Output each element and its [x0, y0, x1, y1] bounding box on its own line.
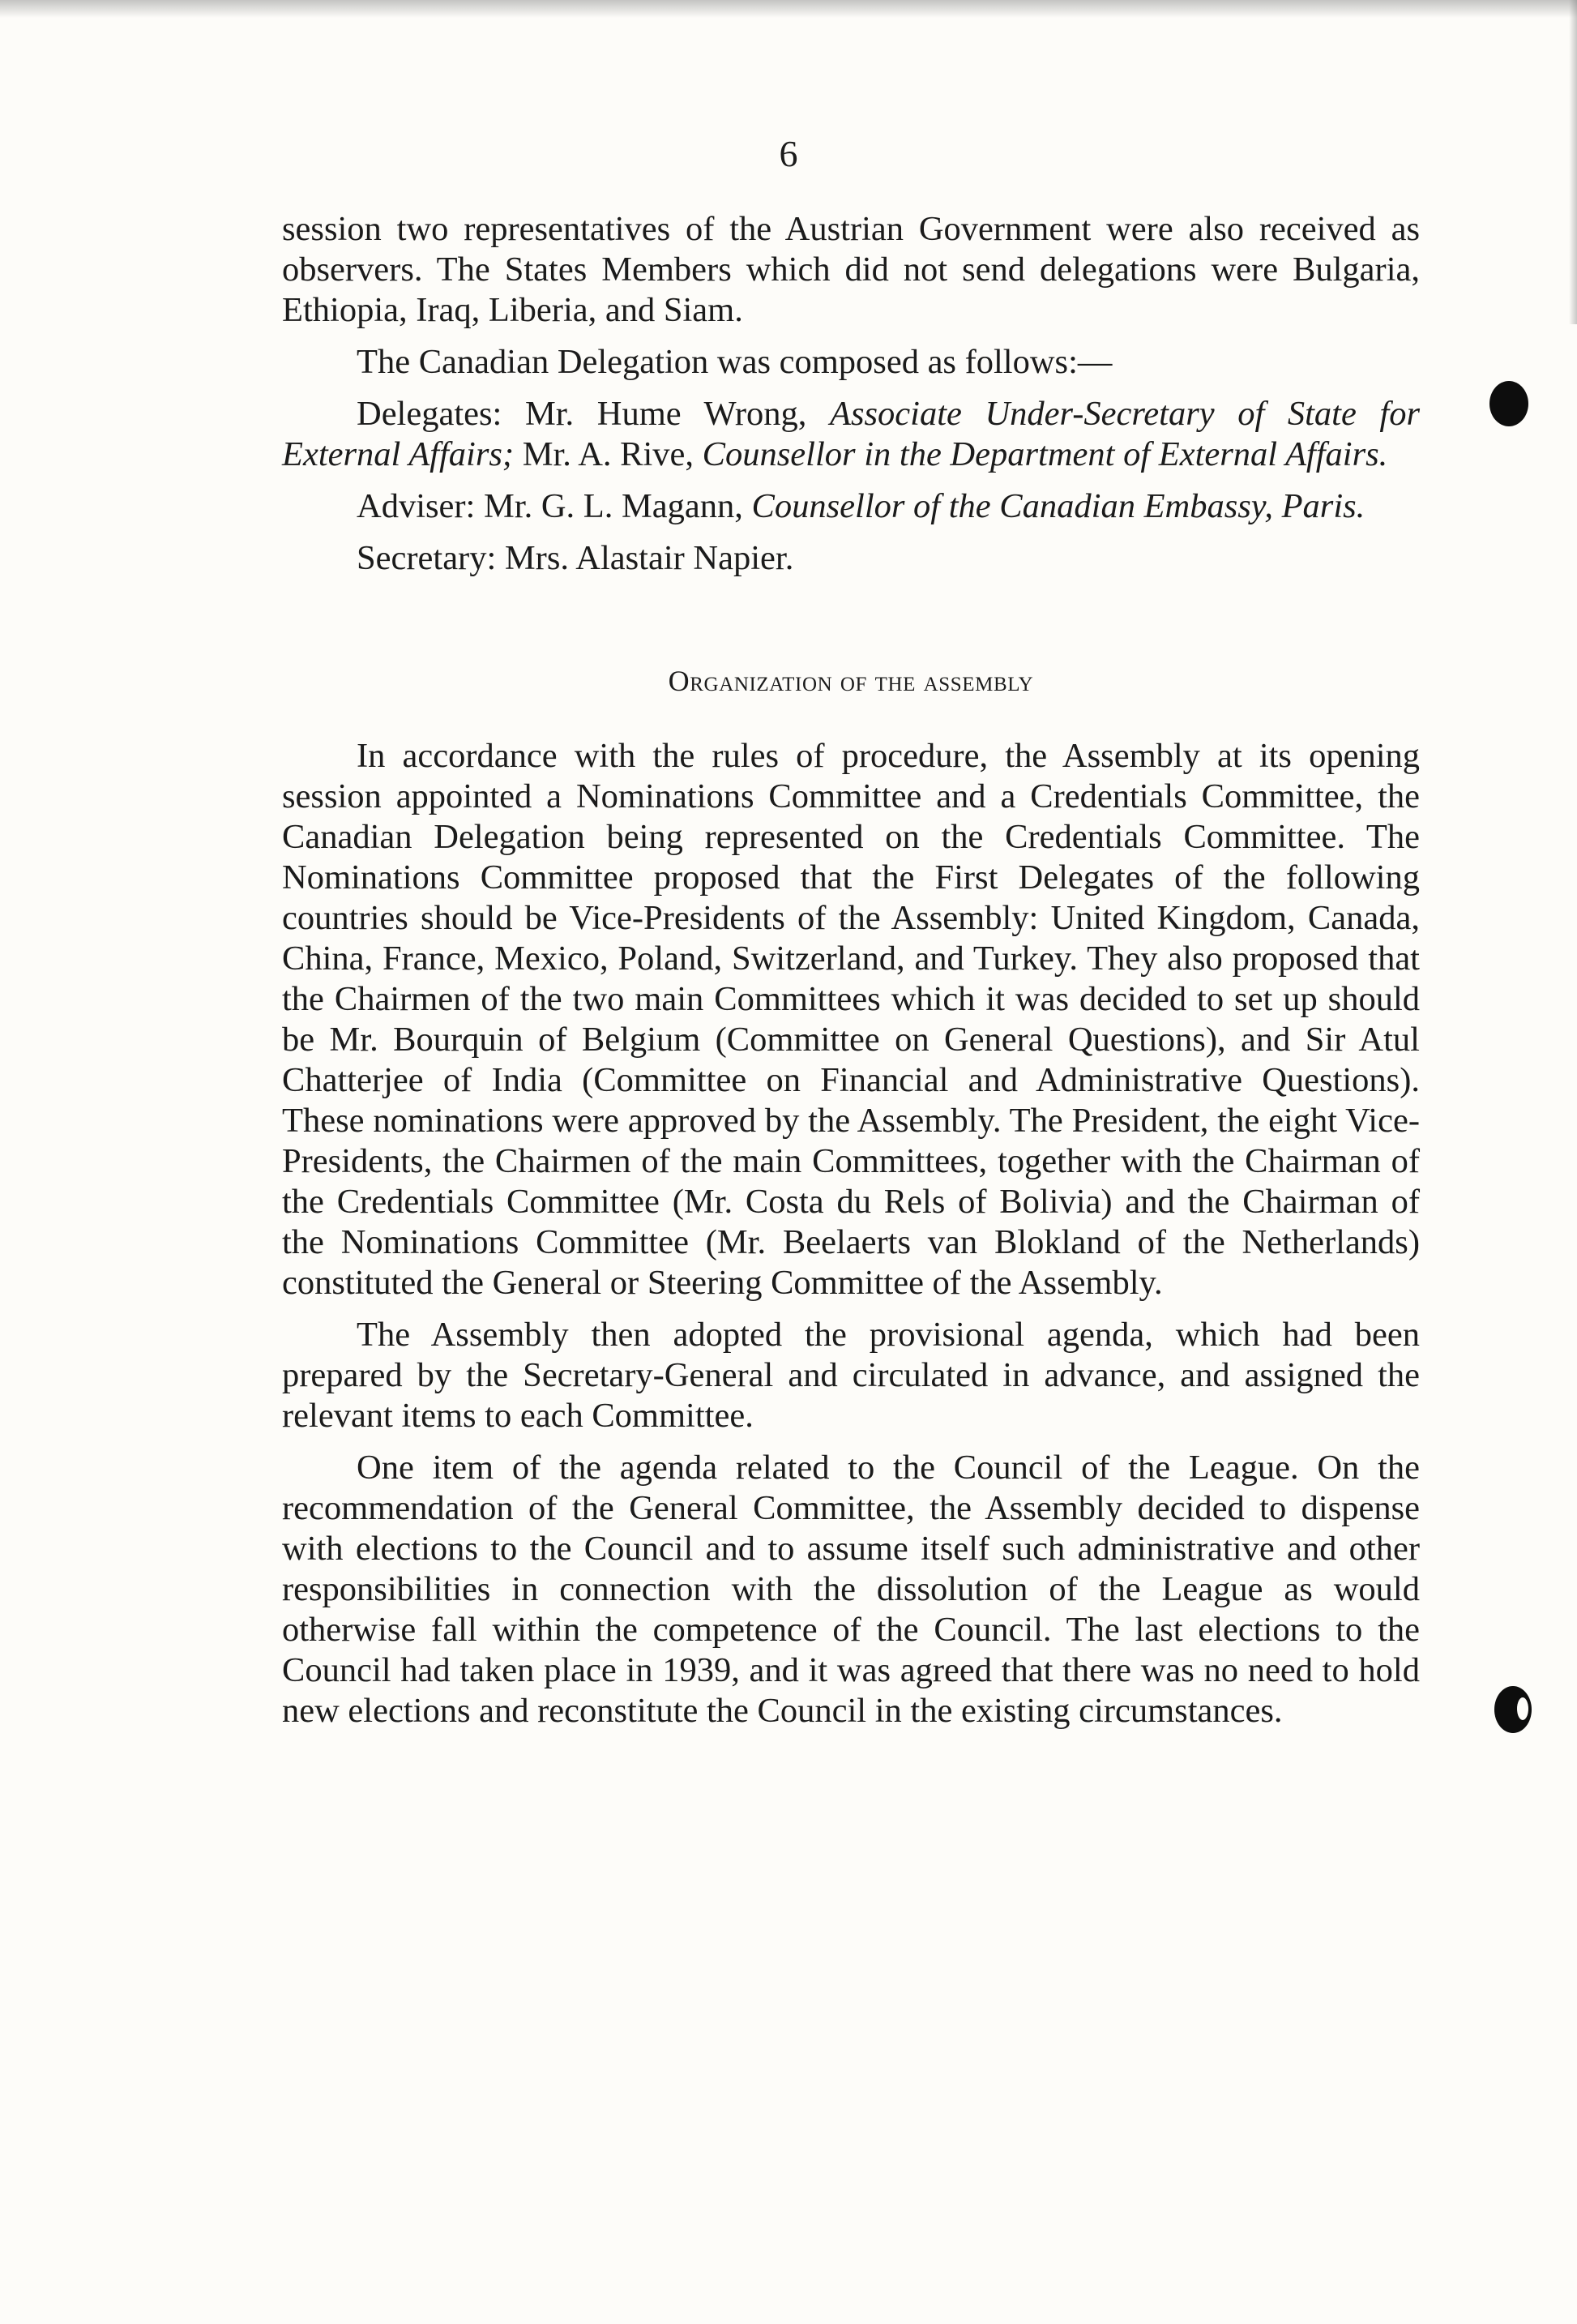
delegate-title-1: Associate Under-Secretary of State for External Affairs;	[282, 395, 1421, 473]
punch-hole-bottom	[1494, 1686, 1532, 1733]
adviser-title: Counsellor of the Canadian Embassy, Paris.	[751, 487, 1365, 525]
scan-edge-top	[0, 0, 1577, 18]
paragraph-delegates	[282, 394, 1420, 475]
paragraph-delegation-intro: The Canadian Delegation was composed as follows:—	[357, 343, 1113, 381]
delegate-title-2: Counsellor in the Department of External Affairs.	[702, 435, 1388, 473]
paragraph-adviser	[282, 486, 1420, 527]
delegate-name-2: Mr. A. Rive,	[522, 435, 694, 473]
delegate-name-1: Mr. Hume Wrong,	[524, 395, 807, 433]
paragraph-continuation: session two representatives of the Austrian Government were also received as observers. The States Members which did not send delegations were Bulgaria, Ethiopia, Iraq, Liberia, and Siam.	[282, 210, 1420, 329]
page-number: 6	[779, 133, 798, 174]
text-column	[282, 209, 1420, 1731]
paragraph-organization: In accordance with the rules of procedure, the Assembly at its opening session appointed a Nominations Committee and a Credentials Committee, the Canadian Delegation being represented on the Credentials Committee. The Nominations Committee proposed that the First Delegates of the following countries should be Vice-Presidents of the Assembly: United Kingdom, Canada, China, France, Mexico, Poland, Switzerland, and Turkey. They also proposed that the Chairmen of the two main Committees which it was decided to set up should be Mr. Bourquin of Belgium (Committee on General Questions), and Sir Atul Chatterjee of India (Committee on Financial and Administrative Questions). These nominations were approved by the Assembly. The President, the eight Vice-Presidents, the Chairmen of the main Committees, together with the Chairman of the Credentials Committee (Mr. Costa du Rels of Bolivia) and the Chairman of the Nominations Committee (Mr. Beelaerts van Blokland of the Netherlands) constituted the General or Steering Committee of the Assembly.	[282, 737, 1420, 1302]
delegates-label: Delegates:	[357, 395, 502, 433]
paragraph-secretary	[282, 538, 1420, 579]
punch-hole-top	[1489, 381, 1528, 426]
section-heading: Organization of the assembly	[668, 665, 1034, 697]
paragraph-agenda: The Assembly then adopted the provisional agenda, which had been prepared by the Secretary-General and circulated in advance, and assigned the relevant items to each Committee.	[282, 1316, 1420, 1435]
secretary-name: Mrs. Alastair Napier.	[504, 539, 794, 577]
adviser-label: Adviser:	[357, 487, 476, 525]
secretary-label: Secretary:	[357, 539, 497, 577]
paragraph-council: One item of the agenda related to the Council of the League. On the recommendation of the General Committee, the Assembly decided to dispense with elections to the Council and to assume itself such administrative and other responsibilities in connection with the dissolution of the League as would otherwise fall within the competence of the Council. The last elections to the Council had taken place in 1939, and it was agreed that there was no need to hold new elections and reconstitute the Council in the existing circumstances.	[282, 1449, 1420, 1730]
adviser-name: Mr. G. L. Magann,	[484, 487, 743, 525]
